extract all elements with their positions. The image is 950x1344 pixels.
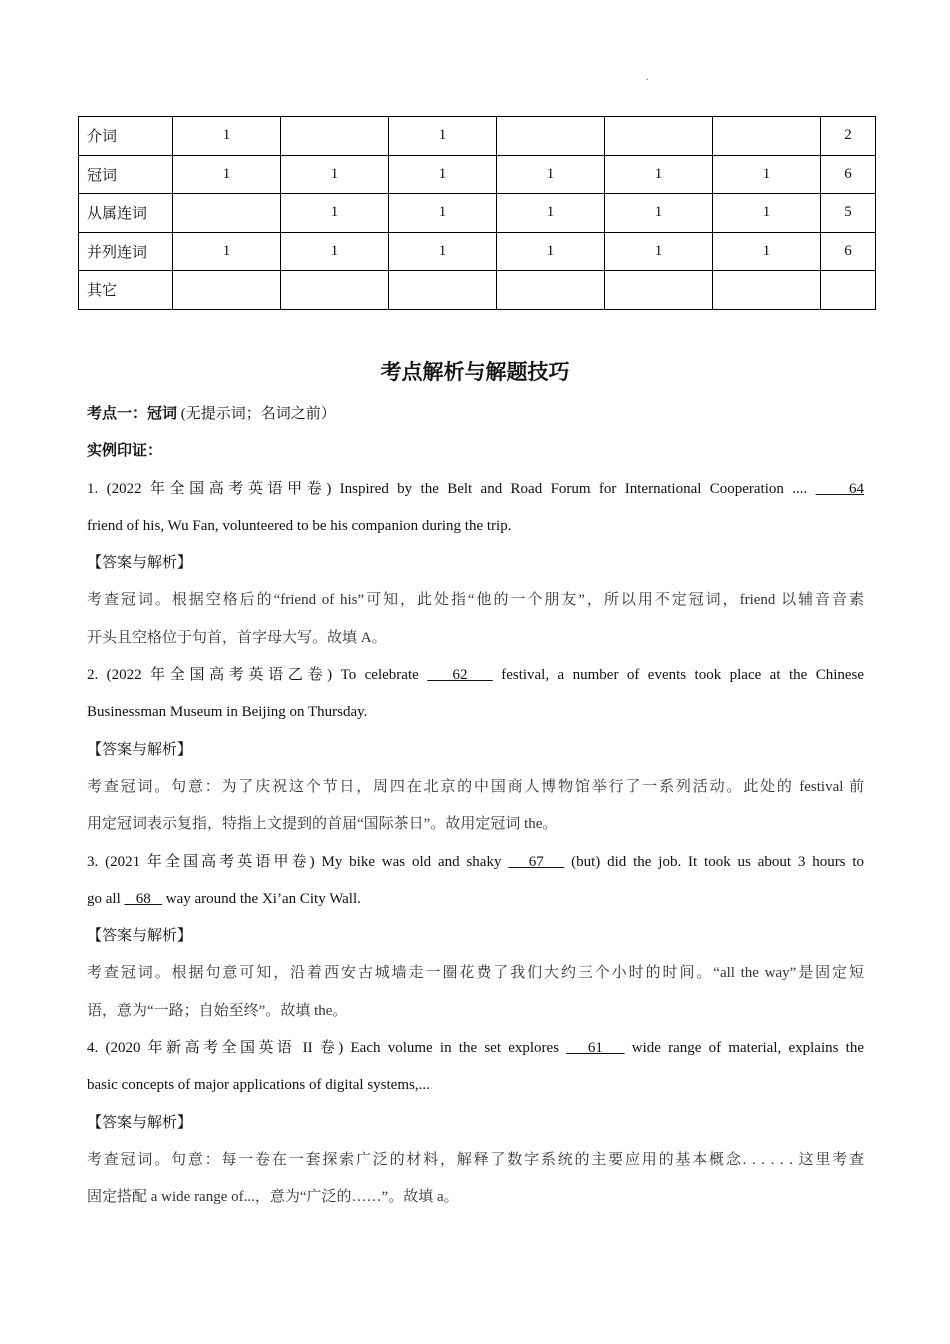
table-cell: 1	[281, 194, 389, 233]
table-cell: 1	[713, 232, 821, 271]
table-cell: 1	[605, 194, 713, 233]
table-row	[79, 117, 876, 156]
text-segment: wide range of material, explains the	[631, 1040, 864, 1057]
table-row	[79, 194, 876, 233]
table-cell: 6	[821, 155, 876, 194]
table-cell: 1	[713, 155, 821, 194]
table-cell	[173, 271, 281, 310]
text-segment: festival, a number of events took place at the Chinese	[501, 667, 865, 684]
q3-line2	[87, 881, 864, 918]
row-label: 冠词	[79, 155, 173, 194]
row-label: 并列连词	[79, 232, 173, 271]
answer-label: 【答案与解析】	[87, 928, 193, 945]
table-row	[79, 155, 876, 194]
table-row	[79, 271, 876, 310]
table-cell: 1	[713, 194, 821, 233]
table-cell: 1	[389, 194, 497, 233]
table-cell: 6	[821, 232, 876, 271]
table-cell	[281, 117, 389, 156]
text-segment: go all	[87, 890, 121, 907]
table-cell: 1	[497, 155, 605, 194]
table-cell: 1	[281, 155, 389, 194]
table-cell: 1	[389, 232, 497, 271]
header-mark: .	[646, 72, 649, 83]
text-segment: way around the Xi’an City Wall.	[165, 890, 361, 907]
answer-blank: 67	[508, 853, 565, 870]
explanation-line: 考查冠词。句意：每一卷在一套探索广泛的材料，解释了数字系统的主要应用的基本概念. . . . . . 这里考查	[87, 1151, 864, 1168]
table-cell: 1	[497, 194, 605, 233]
explanation-line: 考查冠词。根据空格后的“friend of his”可知，此处指“他的一个朋友”，所以用不定冠词，friend 以辅音音素	[87, 592, 864, 609]
table-row	[79, 232, 876, 271]
row-label: 其它	[79, 271, 173, 310]
answer-blank: 64	[815, 480, 865, 497]
table-cell: 1	[389, 117, 497, 156]
table-cell: 1	[389, 155, 497, 194]
table-cell	[605, 117, 713, 156]
text-segment: (but) did the job. It took us about 3 hours to	[571, 853, 865, 870]
table-cell	[713, 117, 821, 156]
section-heading: 考点解析与解题技巧	[380, 359, 570, 384]
table-cell: 1	[497, 232, 605, 271]
explanation-line: 考查冠词。句意：为了庆祝这个节日，周四在北京的中国商人博物馆举行了一系列活动。此处的 festival 前	[87, 778, 864, 795]
table-cell: 1	[605, 155, 713, 194]
table-cell	[497, 117, 605, 156]
answer-blank: 62	[427, 667, 493, 684]
content	[87, 396, 864, 1217]
q1-line1	[87, 471, 864, 508]
table-cell	[281, 271, 389, 310]
explanation-line: 开头且空格位于句首，首字母大写。故填 A。	[87, 629, 387, 646]
table-cell: 1	[605, 232, 713, 271]
text-segment: 1. (2022 年全国高考英语甲卷) Inspired by the Belt and Road Forum for International Cooperation ....	[87, 480, 808, 497]
text-segment: 考点一：冠词	[87, 406, 178, 422]
table-cell	[821, 271, 876, 310]
answer-label: 【答案与解析】	[87, 555, 193, 572]
q4-line2: basic concepts of major applications of digital systems,...	[87, 1077, 430, 1094]
row-label: 介词	[79, 117, 173, 156]
table-cell: 5	[821, 194, 876, 233]
answer-blank: 68	[124, 890, 162, 907]
explanation-line: 语，意为“一路；自始至终”。故填 the。	[87, 1002, 348, 1019]
answer-label: 【答案与解析】	[87, 741, 193, 758]
explanation-line: 固定搭配 a wide range of...，意为“广泛的……”。故填 a。	[87, 1189, 459, 1206]
text-segment: 4. (2020 年新高考全国英语 II 卷) Each volume in the set explores	[87, 1040, 560, 1057]
table-cell: 1	[173, 155, 281, 194]
explanation-line: 用定冠词表示复指，特指上文提到的首届“国际茶日”。故用定冠词 the。	[87, 816, 558, 833]
q2-line1	[87, 657, 864, 694]
text-segment: 2. (2022 年全国高考英语乙卷) To celebrate	[87, 667, 419, 684]
table-cell	[497, 271, 605, 310]
q1-line2: friend of his, Wu Fan, volunteered to be his companion during the trip.	[87, 517, 512, 534]
table-cell: 1	[173, 117, 281, 156]
explanation-line: 考查冠词。根据句意可知，沿着西安古城墙走一圈花费了我们大约三个小时的时间。“all the way”是固定短	[87, 965, 864, 982]
table-cell	[389, 271, 497, 310]
q3-line1	[87, 844, 864, 881]
stats-table	[78, 116, 876, 310]
table-cell	[605, 271, 713, 310]
table-cell	[713, 271, 821, 310]
text-segment: (无提示词；名词之前）	[177, 406, 336, 422]
text-segment: 3. (2021 年全国高考英语甲卷) My bike was old and shaky	[87, 853, 502, 870]
table-cell: 2	[821, 117, 876, 156]
q4-line1	[87, 1030, 864, 1067]
row-label: 从属连词	[79, 194, 173, 233]
answer-blank: 61	[566, 1040, 625, 1057]
table-cell: 1	[281, 232, 389, 271]
examples-label: 实例印证：	[87, 443, 163, 460]
point-title	[87, 396, 864, 433]
table-cell	[173, 194, 281, 233]
table-cell: 1	[173, 232, 281, 271]
answer-label: 【答案与解析】	[87, 1114, 193, 1131]
q2-line2: Businessman Museum in Beijing on Thursday.	[87, 704, 368, 721]
